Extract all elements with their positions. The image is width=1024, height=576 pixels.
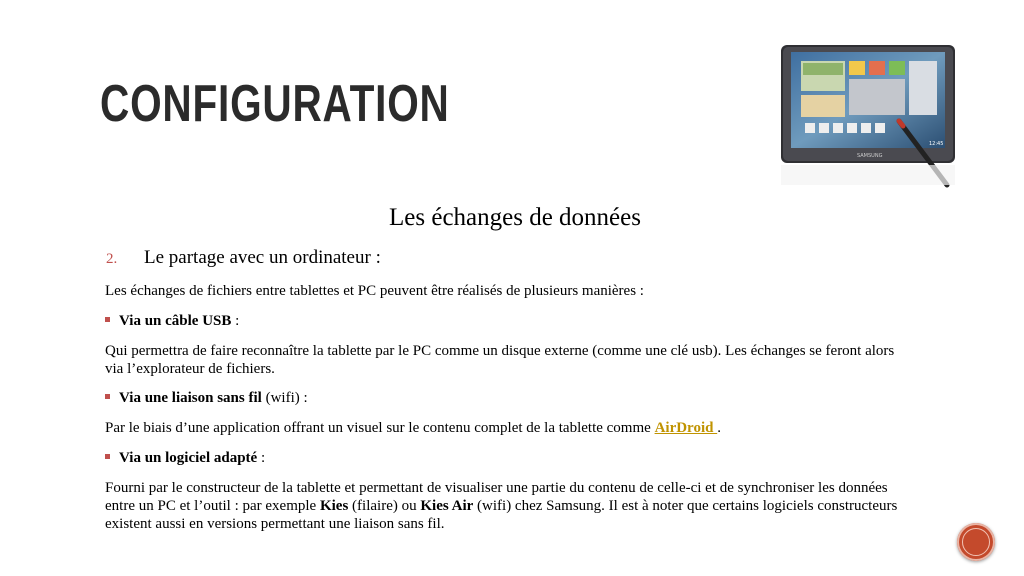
wifi-paragraph: Par le biais d’une application offrant un visuel sur le contenu complet de la tablette comme AirDroid . xyxy=(105,420,721,436)
svg-text:12:45: 12:45 xyxy=(929,141,944,147)
svg-text:SAMSUNG: SAMSUNG xyxy=(857,153,883,159)
nav-button-ring xyxy=(962,528,990,556)
slide-title: CONFIGURATION xyxy=(100,75,450,133)
item-text: Le partage avec un ordinateur : xyxy=(144,247,381,268)
slide-subtitle: Les échanges de données xyxy=(389,204,641,231)
bullet-software: Via un logiciel adapté : xyxy=(105,449,265,467)
bullet-wifi: Via une liaison sans fil (wifi) : xyxy=(105,389,308,407)
usb-paragraph: Qui permettra de faire reconnaître la tablette par le PC comme un disque externe (comme une clé usb). Les échanges se feront alors via l’explorateur de fichiers. xyxy=(105,343,895,377)
numbered-item xyxy=(106,246,381,271)
bullet-marker xyxy=(105,454,110,459)
item-number: 2. xyxy=(106,251,118,267)
intro-paragraph: Les échanges de fichiers entre tablettes et PC peuvent être réalisés de plusieurs manières : xyxy=(105,283,644,299)
software-paragraph: Fourni par le constructeur de la tablette et permettant de visualiser une partie du contenu de celle-ci et de synchroniser les données entre un PC et l’outil : par exemple Kies (filaire) ou Kies Air (wifi) chez Samsung. Il est à noter que certains logiciels constructeurs existent aussi en versions permettant une liaison sans fil. xyxy=(105,480,898,532)
slide-navigation-button[interactable] xyxy=(957,523,995,561)
airdroid-link[interactable]: AirDroid xyxy=(654,420,718,436)
bullet-marker xyxy=(105,317,110,322)
bullet-usb: Via un câble USB : xyxy=(105,312,239,330)
bullet-marker xyxy=(105,394,110,399)
tablet-image xyxy=(779,43,959,191)
